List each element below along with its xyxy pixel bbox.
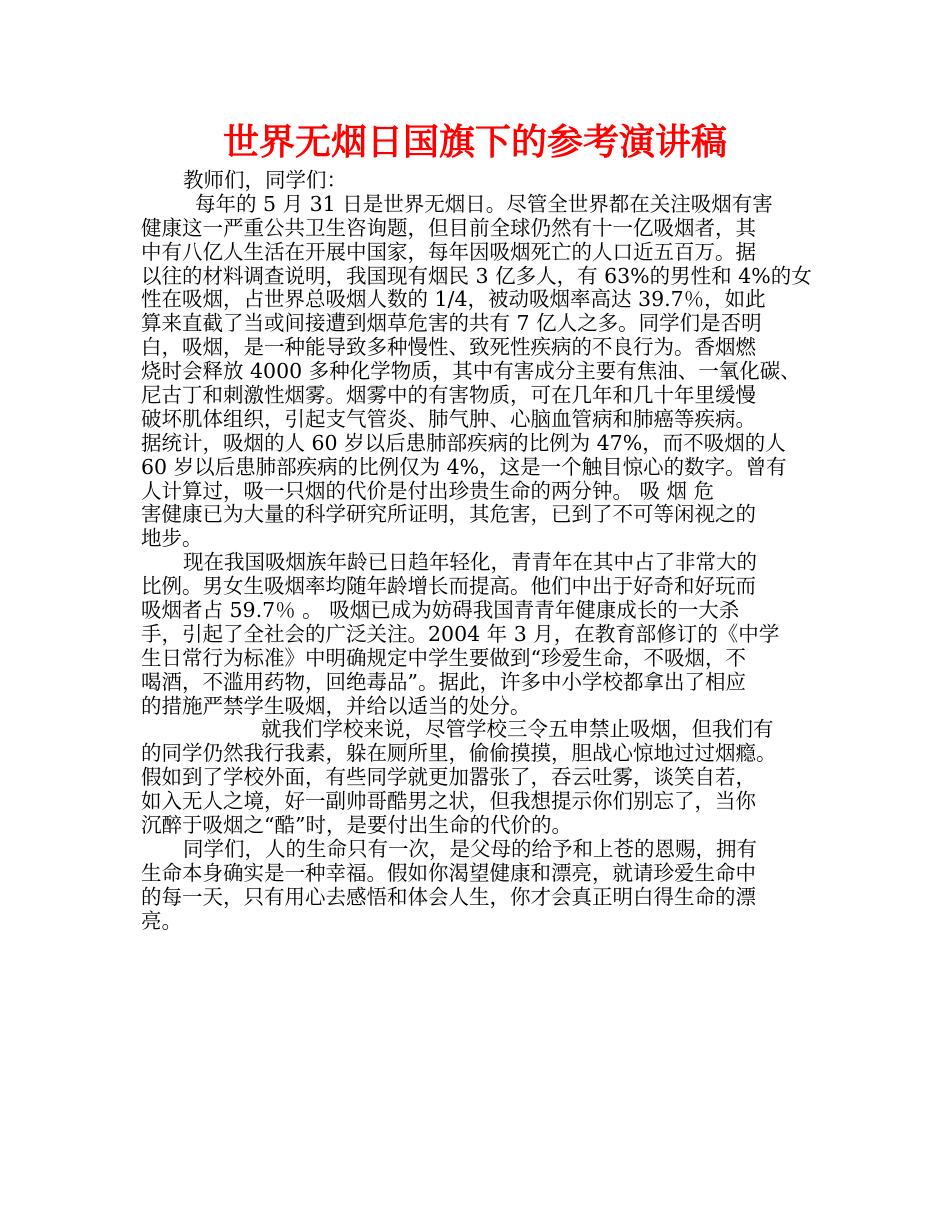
body-line: 现在我国吸烟族年龄已日趋年轻化，青青年在其中占了非常大的 — [183, 550, 757, 575]
body-line: 手，引起了全社会的广泛关注。2004 年 3 月，在教育部修订的《中学 — [141, 621, 780, 646]
body-line: 喝酒，不滥用药物，回绝毒品”。据此，许多中小学校都拿出了相应 — [141, 669, 746, 694]
body-line: 亮。 — [141, 908, 182, 933]
body-line: 健康这一严重公共卫生咨询题，但目前全球仍然有十一亿吸烟者，其 — [141, 215, 756, 240]
body-line: 60 岁以后患肺部疾病的比例仅为 4%，这是一个触目惊心的数字。曾有 — [141, 454, 787, 479]
body-line: 地步。 — [141, 526, 203, 551]
body-line: 比例。男女生吸烟率均随年龄增长而提高。他们中出于好奇和好玩而 — [141, 574, 756, 599]
body-line: 据统计，吸烟的人 60 岁以后患肺部疾病的比例为 47%，而不吸烟的人 — [141, 430, 786, 455]
body-line: 吸烟者占 59.7％ 。 吸烟已成为妨碍我国青青年健康成长的一大杀 — [141, 598, 740, 623]
document-body — [141, 169, 831, 934]
body-line: 烧时会释放 4000 多种化学物质，其中有害成分主要有焦油、一氧化碳、 — [141, 359, 801, 384]
body-line: 生命本身确实是一种幸福。假如你渴望健康和漂亮，就请珍爱生命中 — [141, 860, 756, 885]
body-line: 就我们学校来说，尽管学校三令五申禁止吸烟，但我们有 — [261, 717, 774, 742]
body-line: 的措施严禁学生吸烟，并给以适当的处分。 — [141, 693, 531, 718]
body-line: 假如到了学校外面，有些同学就更加嚣张了，吞云吐雾，谈笑自若， — [141, 765, 756, 790]
body-line: 性在吸烟，占世界总吸烟人数的 1/4，被动吸烟率高达 39.7％，如此 — [141, 287, 766, 312]
body-line: 以往的材料调查说明，我国现有烟民 3 亿多人，有 63%的男性和 4%的女 — [141, 263, 812, 288]
body-line: 的每一天，只有用心去感悟和体会人生，你才会真正明白得生命的漂 — [141, 884, 756, 909]
body-line: 中有八亿人生活在开展中国家，每年因吸烟死亡的人口近五百万。据 — [141, 239, 756, 264]
body-line: 人计算过，吸一只烟的代价是付出珍贵生命的两分钟。 吸 烟 危 — [141, 478, 715, 503]
body-line: 尼古丁和刺激性烟雾。烟雾中的有害物质，可在几年和几十年里缓慢 — [141, 383, 756, 408]
body-line: 如入无人之境，好一副帅哥酷男之状，但我想提示你们别忘了，当你 — [141, 789, 756, 814]
body-line: 算来直截了当或间接遭到烟草危害的共有 7 亿人之多。同学们是否明 — [141, 311, 762, 336]
document-title: 世界无烟日国旗下的参考演讲稿 — [222, 122, 727, 163]
body-line: 同学们，人的生命只有一次，是父母的给予和上苍的恩赐，拥有 — [183, 836, 757, 861]
body-line: 的同学仍然我行我素，躲在厕所里，偷偷摸摸，胆战心惊地过过烟瘾。 — [141, 741, 777, 766]
body-line: 白，吸烟，是一种能导致多种慢性、致死性疾病的不良行为。香烟燃 — [141, 335, 756, 360]
salutation-line: 教师们，同学们： — [183, 168, 347, 192]
body-line: 生日常行为标准》中明确规定中学生要做到“珍爱生命，不吸烟，不 — [141, 645, 746, 670]
body-line: 沉醉于吸烟之“酷”时，是要付出生命的代价的。 — [141, 813, 572, 838]
body-line: 害健康已为大量的科学研究所证明，其危害，已到了不可等闲视之的 — [141, 502, 756, 527]
body-line: 破坏肌体组织，引起支气管炎、肺气肿、心脑血管病和肺癌等疾病。 — [141, 406, 756, 431]
body-line: 每年的 5 月 31 日是世界无烟日。尽管全世界都在关注吸烟有害 — [195, 191, 773, 216]
